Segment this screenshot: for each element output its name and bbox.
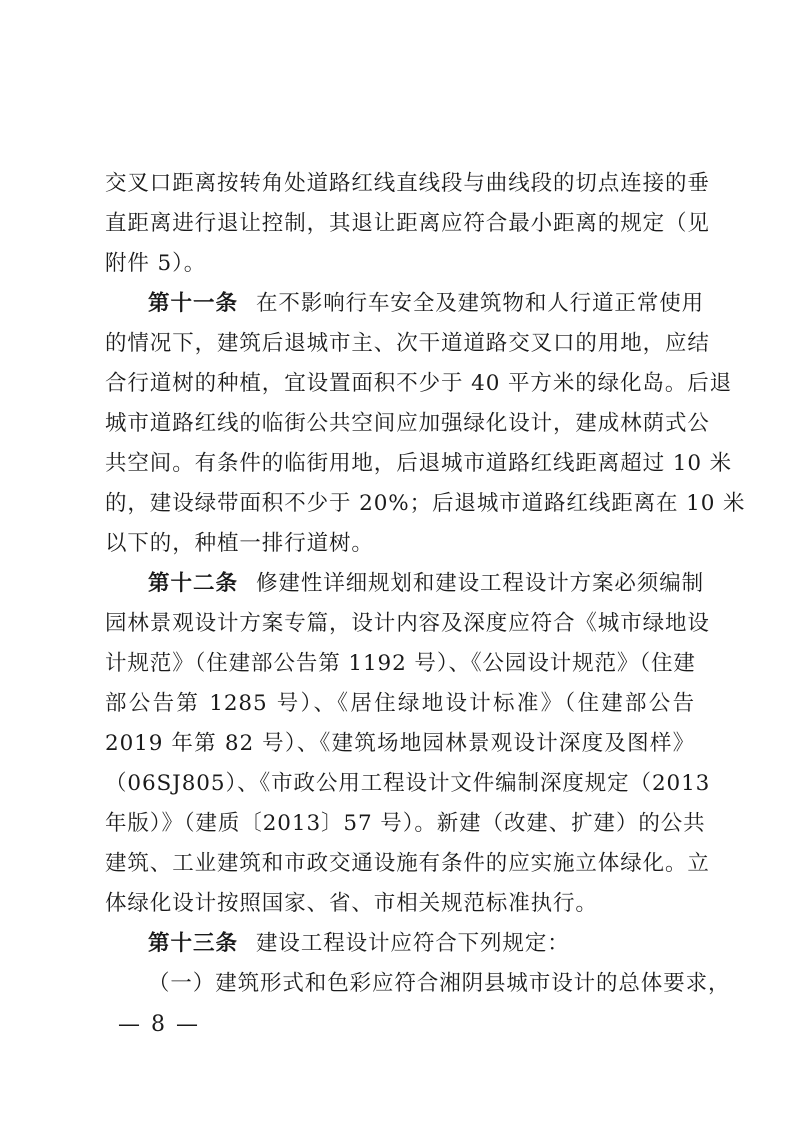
- paragraph-line: 建筑、工业建筑和市政交通设施有条件的应实施立体绿化。立: [105, 851, 710, 876]
- article-13-heading: 第十三条: [148, 931, 239, 956]
- paragraph-line: 体绿化设计按照国家、省、市相关规范标准执行。: [105, 891, 598, 916]
- paragraph-line: 共空间。有条件的临街用地，后退城市道路红线距离超过 10 米: [105, 451, 733, 476]
- paragraph-line: （一）建筑形式和色彩应符合湘阴县城市设计的总体要求，: [148, 971, 731, 996]
- article-12-text: 修建性详细规划和建设工程设计方案必须编制: [256, 571, 705, 596]
- paragraph-line: 的情况下，建筑后退城市主、次干道道路交叉口的用地，应结: [105, 331, 710, 356]
- paragraph-line: 计规范》（住建部公告第 1192 号）、《公园设计规范》（住建: [105, 651, 696, 676]
- paragraph-line: 合行道树的种植，宜设置面积不少于 40 平方米的绿化岛。后退: [105, 371, 733, 396]
- paragraph-line: 的，建设绿带面积不少于 20%；后退城市道路红线距离在 10 米: [105, 491, 746, 516]
- paragraph-line: 2019 年第 82 号）、《建筑场地园林景观设计深度及图样》: [105, 731, 695, 756]
- paragraph-line: 城市道路红线的临街公共空间应加强绿化设计，建成林荫式公: [105, 411, 710, 436]
- paragraph-line: 交叉口距离按转角处道路红线直线段与曲线段的切点连接的垂: [105, 171, 710, 196]
- article-11-first-line: [148, 284, 705, 324]
- paragraph-line: 年版）》（建质〔2013〕57 号）。新建（改建、扩建）的公共: [105, 811, 706, 836]
- article-12-heading: 第十二条: [148, 571, 239, 596]
- article-12-first-line: [148, 564, 705, 604]
- paragraph-line: （06SJ805）、《市政公用工程设计文件编制深度规定（2013: [105, 771, 711, 796]
- paragraph-line: 以下的，种植一排行道树。: [105, 531, 374, 556]
- paragraph-line: 附件 5）。: [105, 251, 207, 276]
- page-number: — 8 —: [118, 1012, 200, 1037]
- article-11-heading: 第十一条: [148, 291, 239, 316]
- article-11-text: 在不影响行车安全及建筑物和人行道正常使用: [256, 291, 705, 316]
- paragraph-line: 园林景观设计方案专篇，设计内容及深度应符合《城市绿地设: [105, 611, 710, 636]
- paragraph-line: 直距离进行退让控制，其退让距离应符合最小距离的规定（见: [105, 211, 710, 236]
- article-13-first-line: [148, 924, 695, 964]
- paragraph-line: 部公告第 1285 号）、《居住绿地设计标准》（住建部公告: [105, 691, 695, 716]
- article-13-text: 建设工程设计应符合下列规定：: [256, 931, 570, 956]
